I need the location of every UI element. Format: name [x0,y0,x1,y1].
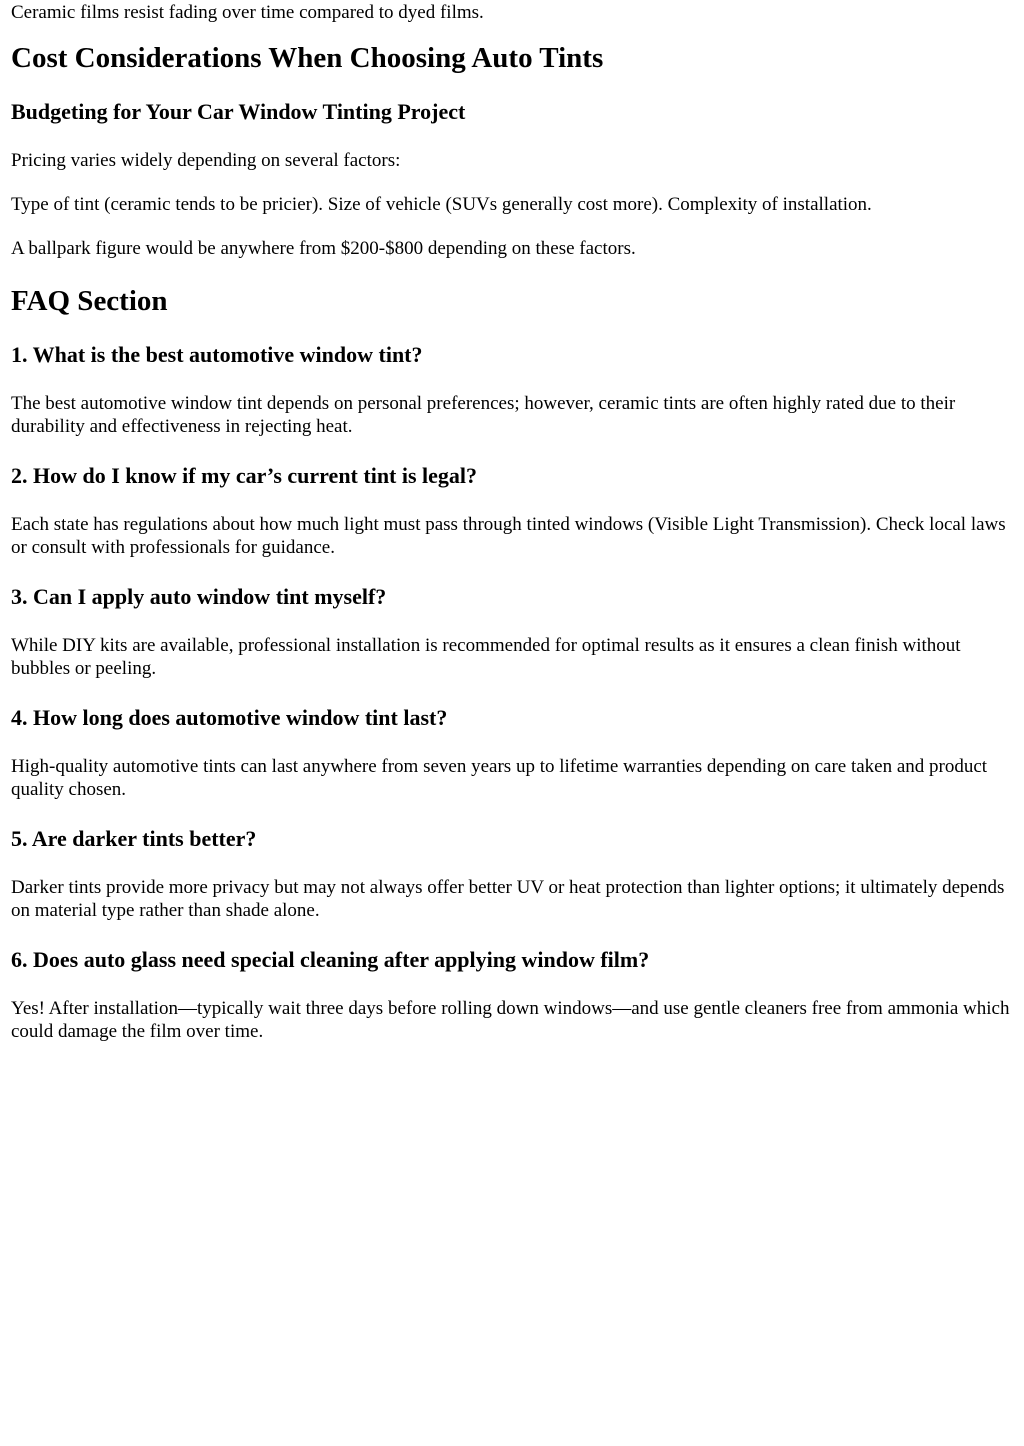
faq-question: 6. Does auto glass need special cleaning after applying window film? [11,947,650,972]
budgeting-subtitle: Budgeting for Your Car Window Tinting Project [11,99,466,124]
ballpark-paragraph: A ballpark figure would be anywhere from $200-$800 depending on these factors. [11,238,636,259]
pricing-paragraph: Pricing varies widely depending on several factors: [11,150,401,171]
faq-answer: Each state has regulations about how much light must pass through tinted windows (Visible Light Transmission). Check local laws or consult with professionals for guidance. [11,514,1006,558]
faq-question: 1. What is the best automotive window tint? [11,342,423,367]
faq-answer: While DIY kits are available, professional installation is recommended for optimal results as it ensures a clean finish without bubbles or peeling. [11,635,961,679]
faq-section-title: FAQ Section [11,285,168,317]
faq-answer: Darker tints provide more privacy but may not always offer better UV or heat protection than lighter options; it ultimately depends on material type rather than shade alone. [11,877,1005,921]
faq-list [11,342,1013,1043]
faq-question: 2. How do I know if my car’s current tint is legal? [11,463,478,488]
faq-question: 3. Can I apply auto window tint myself? [11,584,387,609]
faq-question: 5. Are darker tints better? [11,826,257,851]
faq-answer: Yes! After installation—typically wait three days before rolling down windows—and use gentle cleaners free from ammonia which could damage the film over time. [11,998,1010,1042]
faq-answer: The best automotive window tint depends on personal preferences; however, ceramic tints are often highly rated due to their durability and effectiveness in rejecting heat. [11,393,956,437]
cost-section-title: Cost Considerations When Choosing Auto Tints [11,42,604,74]
faq-answer: High-quality automotive tints can last anywhere from seven years up to lifetime warranties depending on care taken and product quality chosen. [11,756,988,800]
factors-paragraph: Type of tint (ceramic tends to be pricier). Size of vehicle (SUVs generally cost more). Complexity of installation. [11,194,872,215]
faq-question: 4. How long does automotive window tint last? [11,705,448,730]
intro-paragraph: Ceramic films resist fading over time compared to dyed films. [11,2,484,23]
